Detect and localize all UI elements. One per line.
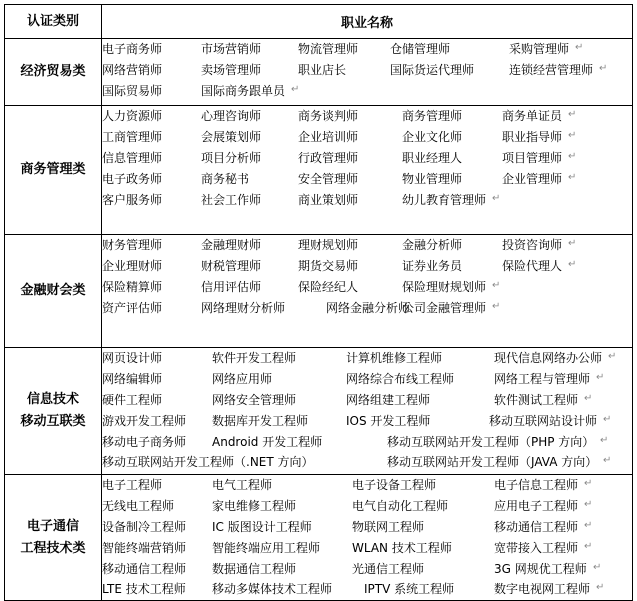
occupation-item: 国际贸易师 [102, 83, 163, 98]
occupation-line [102, 277, 632, 298]
return-mark-icon: ↵ [599, 62, 608, 74]
occupation-list [102, 348, 633, 475]
occupation-line [102, 579, 632, 600]
return-mark-icon: ↵ [584, 478, 593, 489]
occupation-item: 设备制冷工程师 [102, 519, 187, 534]
occupation-item: 人力资源师 [102, 109, 163, 123]
occupation-item: 电气自动化工程师 [352, 498, 449, 513]
occupation-item: 商务谈判师 [298, 109, 359, 123]
occupation-item: 行政管理师 [298, 150, 359, 165]
occupation-item: 工商管理师 [102, 129, 163, 144]
return-mark-icon: ↵ [575, 42, 584, 53]
occupation-item: 宽带接入工程师 [494, 540, 579, 555]
occupation-item: 商务单证员 [502, 109, 563, 123]
occupation-line [102, 432, 632, 453]
occupation-item: 商务秘书 [201, 171, 250, 186]
occupation-item: 家电维修工程师 [212, 498, 297, 513]
occupation-item: 金融理财师 [201, 238, 262, 252]
occupation-item: 电子信息工程师 [494, 478, 579, 492]
return-mark-icon: ↵ [492, 279, 501, 291]
return-mark-icon: ↵ [568, 150, 577, 162]
occupation-item: 网页设计师 [102, 351, 163, 365]
occupation-item: 会展策划师 [201, 129, 262, 144]
category-name: 金融财会类 [5, 235, 102, 348]
occupation-item: 财税管理师 [201, 258, 262, 273]
return-mark-icon: ↵ [568, 109, 577, 120]
occupation-item: 信用评估师 [201, 279, 262, 294]
occupation-list [102, 235, 633, 348]
occupation-item: 金融分析师 [402, 238, 463, 252]
occupation-line [102, 148, 632, 169]
occupation-item: 现代信息网络办公师 [494, 351, 603, 365]
occupation-item: 硬件工程师 [102, 392, 163, 407]
header-occupations: 职业名称 [102, 5, 633, 39]
return-mark-icon: ↵ [596, 582, 605, 594]
return-mark-icon: ↵ [291, 83, 300, 95]
occupation-item: 市场营销师 [201, 42, 262, 56]
occupation-line [102, 298, 632, 319]
occupation-item: 商业策划师 [298, 192, 359, 207]
occupation-item: 网络组建工程师 [346, 392, 431, 407]
category-row [5, 235, 633, 348]
occupation-item: 职业指导师 [502, 129, 563, 144]
occupation-item: IC 版图设计工程师 [212, 519, 312, 534]
occupation-line [102, 235, 632, 256]
occupation-item: 项目管理师 [502, 150, 563, 165]
occupation-line [102, 169, 632, 190]
occupation-item: 网络综合布线工程师 [346, 371, 455, 386]
occupation-item: 移动通信工程师 [102, 561, 187, 576]
occupation-item: 保险经纪人 [298, 279, 359, 294]
certification-table [4, 4, 633, 601]
occupation-item: 网络理财分析师 [201, 300, 286, 315]
table-body [5, 39, 633, 601]
occupation-line [102, 106, 632, 127]
return-mark-icon: ↵ [584, 498, 593, 510]
occupation-item: 智能终端营销师 [102, 540, 187, 555]
return-mark-icon: ↵ [584, 392, 593, 404]
occupation-item: 移动多媒体技术工程师 [212, 582, 333, 597]
occupation-item: 财务管理师 [102, 238, 163, 252]
occupation-item: 社会工作师 [201, 192, 262, 207]
occupation-item: 证券业务员 [402, 258, 463, 273]
occupation-item: 网络编辑师 [102, 371, 163, 386]
return-mark-icon: ↵ [492, 300, 501, 312]
occupation-item: 网络应用师 [212, 371, 273, 386]
category-name: 电子通信 工程技术类 [5, 475, 102, 601]
return-mark-icon: ↵ [608, 351, 617, 362]
occupation-item: 数字电视网工程师 [494, 582, 591, 597]
occupation-item: 保险代理人 [502, 258, 563, 273]
occupation-item: 企业理财师 [102, 258, 163, 273]
occupation-item: 移动电子商务师 [102, 434, 187, 449]
occupation-item: LTE 技术工程师 [102, 582, 186, 597]
return-mark-icon: ↵ [568, 238, 577, 249]
occupation-item: 理财规划师 [298, 238, 359, 252]
occupation-item: 软件测试工程师 [494, 392, 579, 407]
occupation-line [102, 496, 632, 517]
occupation-line [102, 60, 632, 81]
occupation-item: 移动通信工程师 [494, 519, 579, 534]
return-mark-icon: ↵ [600, 434, 609, 446]
return-mark-icon: ↵ [584, 540, 593, 552]
occupation-item: 移动互联网站开发工程师（.NET 方向） [102, 455, 314, 470]
return-mark-icon: ↵ [603, 455, 612, 467]
occupation-item: 保险精算师 [102, 279, 163, 294]
category-name: 商务管理类 [5, 106, 102, 235]
occupation-item: 计算机维修工程师 [346, 351, 443, 365]
occupation-item: 应用电子工程师 [494, 498, 579, 513]
occupation-item: 电子工程师 [102, 478, 163, 492]
occupation-line [102, 475, 632, 496]
occupation-item: 电气工程师 [212, 478, 273, 492]
occupation-item: 无线电工程师 [102, 498, 175, 513]
return-mark-icon: ↵ [584, 519, 593, 531]
occupation-item: 3G 网规优工程师 [494, 561, 587, 576]
occupation-list [102, 106, 633, 235]
occupation-list [102, 39, 633, 106]
category-name: 信息技术 移动互联类 [5, 348, 102, 475]
occupation-item: 职业经理人 [402, 150, 463, 165]
occupation-line [102, 538, 632, 559]
occupation-line [102, 256, 632, 277]
occupation-item: 国际货运代理师 [390, 62, 475, 77]
occupation-line [102, 81, 632, 102]
occupation-item: IOS 开发工程师 [346, 413, 431, 428]
occupation-item: 客户服务师 [102, 192, 163, 207]
occupation-line [102, 127, 632, 148]
occupation-item: 公司金融管理师 [402, 300, 487, 315]
occupation-item: 电子政务师 [102, 171, 163, 186]
occupation-item: 移动互联网站开发工程师（JAVA 方向） [387, 455, 598, 470]
occupation-item: 智能终端应用工程师 [212, 540, 321, 555]
occupation-item: 安全管理师 [298, 171, 359, 186]
occupation-item: 光通信工程师 [352, 561, 425, 576]
occupation-item: 连锁经营管理师 [509, 62, 594, 77]
occupation-item: 资产评估师 [102, 300, 163, 315]
occupation-item: 移动互联网站开发工程师（PHP 方向） [387, 434, 595, 449]
occupation-item: 期货交易师 [298, 258, 359, 273]
occupation-item: 数据通信工程师 [212, 561, 297, 576]
occupation-item: Android 开发工程师 [212, 434, 323, 449]
table-header-row [5, 5, 633, 39]
occupation-item: 网络金融分析师 [326, 300, 411, 315]
return-mark-icon: ↵ [603, 413, 612, 425]
occupation-line [102, 390, 632, 411]
occupation-item: 卖场管理师 [201, 62, 262, 77]
occupation-line [102, 411, 632, 432]
occupation-line [102, 517, 632, 538]
occupation-line [102, 369, 632, 390]
occupation-item: 企业文化师 [402, 129, 463, 144]
occupation-item: 职业店长 [298, 62, 347, 77]
occupation-item: 物流管理师 [298, 42, 359, 56]
occupation-list [102, 475, 633, 601]
occupation-item: 物业管理师 [402, 171, 463, 186]
occupation-item: 数据库开发工程师 [212, 413, 309, 428]
occupation-item: 商务管理师 [402, 109, 463, 123]
occupation-line [102, 39, 632, 60]
occupation-item: 企业培训师 [298, 129, 359, 144]
return-mark-icon: ↵ [596, 371, 605, 383]
occupation-item: 企业管理师 [502, 171, 563, 186]
header-category: 认证类别 [5, 5, 102, 39]
return-mark-icon: ↵ [568, 171, 577, 183]
occupation-item: 电子商务师 [102, 42, 163, 56]
occupation-item: 电子设备工程师 [352, 478, 437, 492]
occupation-item: 软件开发工程师 [212, 351, 297, 365]
return-mark-icon: ↵ [593, 561, 602, 573]
category-row [5, 106, 633, 235]
occupation-item: 游戏开发工程师 [102, 413, 187, 428]
occupation-item: 幼儿教育管理师 [402, 192, 487, 207]
occupation-item: 心理咨询师 [201, 109, 262, 123]
return-mark-icon: ↵ [492, 192, 501, 204]
occupation-line [102, 559, 632, 580]
return-mark-icon: ↵ [568, 129, 577, 141]
occupation-item: 保险理财规划师 [402, 279, 487, 294]
occupation-item: 仓储管理师 [390, 42, 451, 56]
occupation-item: 网络安全管理师 [212, 392, 297, 407]
occupation-item: WLAN 技术工程师 [352, 540, 452, 555]
occupation-item: 投资咨询师 [502, 238, 563, 252]
category-name: 经济贸易类 [5, 39, 102, 106]
occupation-item: 国际商务跟单员 [201, 83, 286, 98]
occupation-item: 采购管理师 [509, 42, 570, 56]
occupation-line [102, 348, 632, 369]
category-row [5, 475, 633, 601]
occupation-item: 项目分析师 [201, 150, 262, 165]
occupation-item: 网络工程与管理师 [494, 371, 591, 386]
category-row [5, 348, 633, 475]
category-row [5, 39, 633, 106]
occupation-item: 网络营销师 [102, 62, 163, 77]
occupation-item: 物联网工程师 [352, 519, 425, 534]
occupation-line [102, 190, 632, 211]
occupation-item: 移动互联网站设计师 [489, 413, 598, 428]
occupation-line [102, 452, 632, 473]
return-mark-icon: ↵ [568, 258, 577, 270]
occupation-item: 信息管理师 [102, 150, 163, 165]
occupation-item: IPTV 系统工程师 [364, 582, 455, 597]
